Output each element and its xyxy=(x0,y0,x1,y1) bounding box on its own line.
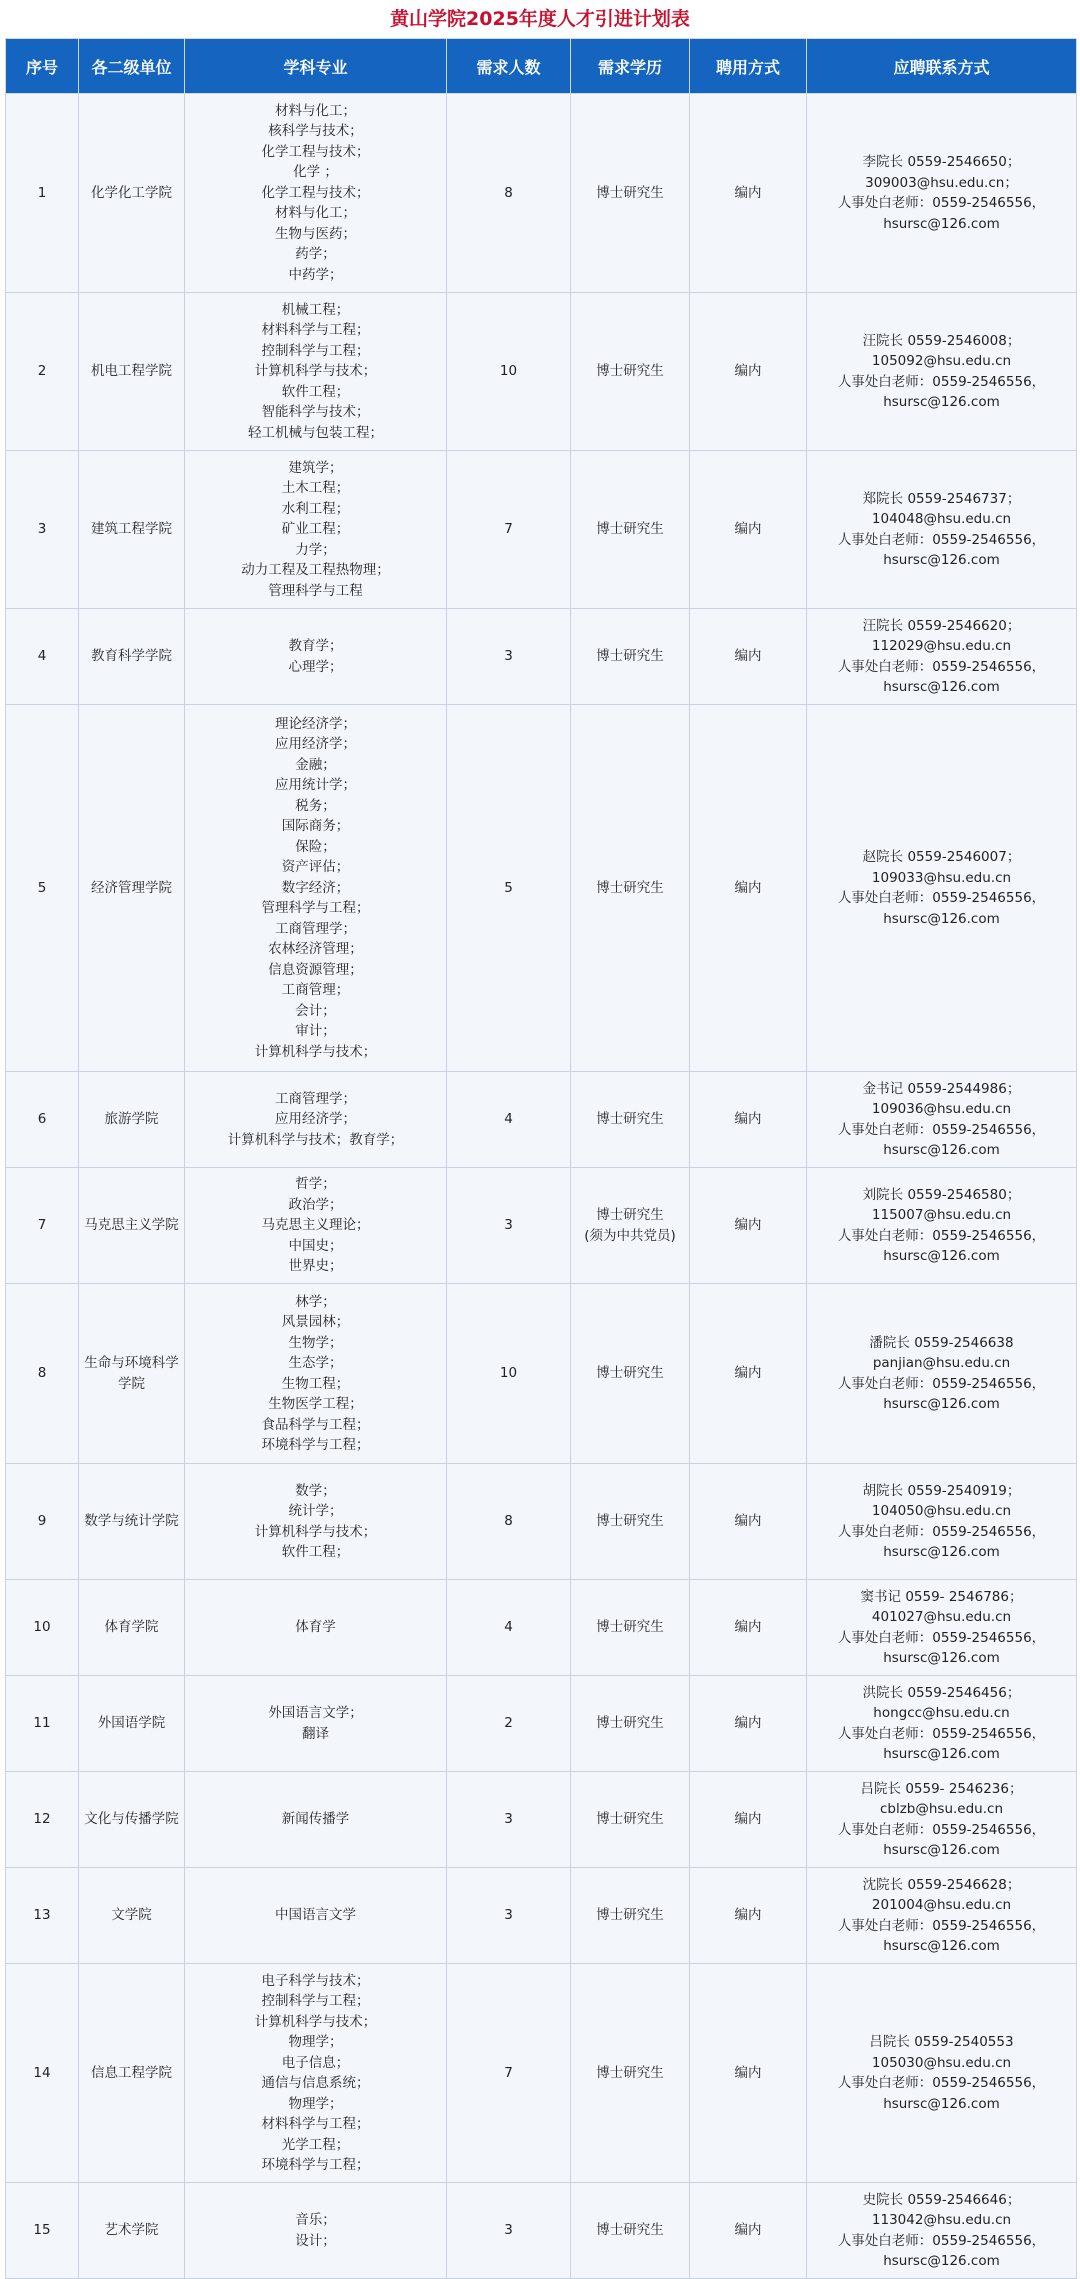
table-row xyxy=(6,1868,1077,1964)
cell-majors xyxy=(185,1964,447,2183)
header-majors: 学科专业 xyxy=(185,39,447,94)
cell-no: 4 xyxy=(6,609,79,705)
header-no: 序号 xyxy=(6,39,79,94)
cell-contact xyxy=(807,1072,1077,1168)
cell-no: 12 xyxy=(6,1772,79,1868)
cell-unit: 体育学院 xyxy=(79,1580,185,1676)
cell-education xyxy=(571,293,690,451)
cell-count: 3 xyxy=(447,609,571,705)
cell-majors-line: 音乐； xyxy=(295,2212,336,2228)
cell-employment-type: 编内 xyxy=(690,1964,807,2183)
cell-no: 1 xyxy=(6,94,79,293)
cell-employment-type: 编内 xyxy=(690,1676,807,1772)
cell-contact-line: hsursc@126.com xyxy=(883,2253,1000,2269)
cell-contact-line: 沈院长 0559-2546628； xyxy=(862,1876,1021,1893)
cell-contact-line: 309003@hsu.edu.cn； xyxy=(865,174,1018,191)
cell-unit: 机电工程学院 xyxy=(79,293,185,451)
cell-no: 9 xyxy=(6,1464,79,1580)
cell-majors xyxy=(185,1580,447,1676)
cell-majors-line: 计算机科学与技术；教育学； xyxy=(227,1131,404,1148)
cell-majors-line: 轻工机械与包装工程； xyxy=(248,424,383,441)
cell-majors-line: 生物与医药； xyxy=(275,225,356,242)
table-header-row xyxy=(6,39,1077,94)
cell-majors-line: 软件工程； xyxy=(281,383,350,400)
table-row xyxy=(6,1964,1077,2183)
cell-contact-line: 汪院长 0559-2546008； xyxy=(862,332,1021,349)
cell-education xyxy=(571,1580,690,1676)
cell-majors-line: 数字经济； xyxy=(281,879,350,896)
cell-contact-line: 人事处白老师：0559-2546556， xyxy=(837,1725,1046,1742)
cell-contact-line: 人事处白老师：0559-2546556， xyxy=(837,2075,1046,2091)
cell-employment-type: 编内 xyxy=(690,1168,807,1284)
cell-majors-line: 会计； xyxy=(295,1002,336,1019)
cell-contact-line: 105030@hsu.edu.cn xyxy=(871,2054,1012,2071)
cell-unit: 旅游学院 xyxy=(79,1072,185,1168)
cell-majors-line: 管理科学与工程 xyxy=(268,582,363,599)
cell-majors-line: 工商管理； xyxy=(281,982,350,999)
cell-contact-line: hsursc@126.com xyxy=(883,1746,1000,1762)
cell-employment-type: 编内 xyxy=(690,609,807,705)
cell-contact-line: 金书记 0559-2544986； xyxy=(862,1080,1021,1097)
cell-education xyxy=(571,1868,690,1964)
cell-contact-line: 112029@hsu.edu.cn xyxy=(871,638,1012,654)
cell-majors-line: 世界史； xyxy=(288,1258,343,1275)
cell-education-line: 博士研究生 xyxy=(596,1111,664,1128)
cell-contact-line: 刘院长 0559-2546580； xyxy=(862,1186,1021,1203)
cell-majors-line: 林学； xyxy=(295,1293,336,1310)
cell-count: 3 xyxy=(447,1168,571,1284)
recruitment-table xyxy=(5,38,1077,2279)
cell-no: 8 xyxy=(6,1284,79,1464)
cell-contact-line: hsursc@126.com xyxy=(883,2095,1000,2112)
cell-contact-line: 人事处白老师：0559-2546556， xyxy=(837,373,1046,390)
cell-majors-line: 土木工程； xyxy=(281,480,350,497)
table-row xyxy=(6,451,1077,609)
cell-contact xyxy=(807,94,1077,293)
cell-employment-type: 编内 xyxy=(690,1464,807,1580)
cell-majors-line: 生态学； xyxy=(288,1355,343,1371)
cell-education-line: 博士研究生 xyxy=(596,648,664,665)
cell-contact xyxy=(807,1284,1077,1464)
cell-majors-line: 化学 ； xyxy=(293,164,338,181)
cell-contact-line: 李院长 0559-2546650； xyxy=(862,154,1021,170)
cell-contact xyxy=(807,705,1077,1072)
table-title: 黄山学院2025年度人才引进计划表 xyxy=(390,8,690,30)
cell-majors-line: 中国史； xyxy=(288,1237,343,1254)
cell-education-line: 博士研究生 xyxy=(596,1715,664,1732)
cell-majors-line: 电子科学与技术； xyxy=(261,1972,370,1989)
cell-unit: 文化与传播学院 xyxy=(79,1772,185,1868)
cell-majors-line: 应用经济学； xyxy=(275,736,356,753)
cell-unit: 生命与环境科学学院 xyxy=(79,1284,185,1464)
cell-majors xyxy=(185,94,447,293)
cell-employment-type: 编内 xyxy=(690,1072,807,1168)
cell-count: 4 xyxy=(447,1072,571,1168)
cell-education-line: 博士研究生 xyxy=(596,184,664,201)
cell-contact-line: hsursc@126.com xyxy=(883,1142,1000,1158)
cell-contact-line: 105092@hsu.edu.cn xyxy=(871,353,1012,369)
cell-contact xyxy=(807,293,1077,451)
table-row xyxy=(6,293,1077,451)
cell-contact-line: hongcc@hsu.edu.cn xyxy=(873,1705,1010,1721)
header-employment-type: 聘用方式 xyxy=(690,39,807,94)
cell-contact-line: hsursc@126.com xyxy=(883,1650,1000,1666)
cell-contact-line: 洪院长 0559-2546456； xyxy=(862,1684,1021,1701)
cell-majors-line: 计算机科学与技术； xyxy=(254,1523,377,1540)
cell-contact-line: hsursc@126.com xyxy=(883,552,1000,568)
cell-no: 15 xyxy=(6,2183,79,2279)
cell-contact-line: 113042@hsu.edu.cn xyxy=(871,2212,1012,2228)
cell-majors-line: 化学工程与技术； xyxy=(261,143,370,160)
cell-majors-line: 外国语言文学； xyxy=(268,1705,363,1721)
cell-majors xyxy=(185,1868,447,1964)
cell-contact-line: 窦书记 0559- 2546786； xyxy=(860,1588,1023,1605)
cell-majors-line: 力学； xyxy=(295,541,336,558)
cell-employment-type: 编内 xyxy=(690,1772,807,1868)
cell-education xyxy=(571,94,690,293)
cell-count: 8 xyxy=(447,1464,571,1580)
cell-employment-type: 编内 xyxy=(690,1580,807,1676)
cell-contact-line: hsursc@126.com xyxy=(883,1396,1000,1412)
cell-contact xyxy=(807,1964,1077,2183)
cell-contact-line: 人事处白老师：0559-2546556， xyxy=(837,1917,1046,1934)
cell-education xyxy=(571,1072,690,1168)
cell-education xyxy=(571,1676,690,1772)
cell-majors-line: 建筑学； xyxy=(288,459,343,476)
cell-contact-line: 人事处白老师：0559-2546556， xyxy=(837,195,1046,211)
header-count: 需求人数 xyxy=(447,39,571,94)
cell-majors-line: 风景园林； xyxy=(281,1314,350,1330)
cell-contact-line: 潘院长 0559-2546638 xyxy=(869,1334,1014,1351)
cell-contact xyxy=(807,1772,1077,1868)
cell-majors xyxy=(185,293,447,451)
cell-majors xyxy=(185,1168,447,1284)
cell-education xyxy=(571,1168,690,1284)
cell-contact-line: 吕院长 0559-2540553 xyxy=(869,2034,1014,2050)
cell-contact-line: 115007@hsu.edu.cn xyxy=(871,1207,1012,1223)
cell-employment-type: 编内 xyxy=(690,705,807,1072)
cell-no: 7 xyxy=(6,1168,79,1284)
cell-contact-line: 109036@hsu.edu.cn xyxy=(871,1101,1012,1117)
cell-contact-line: hsursc@126.com xyxy=(883,679,1000,695)
cell-majors-line: 中药学； xyxy=(288,266,343,283)
cell-unit: 艺术学院 xyxy=(79,2183,185,2279)
cell-education-line: 博士研究生 xyxy=(596,1811,664,1828)
cell-majors-line: 国际商务； xyxy=(281,818,350,835)
cell-majors-line: 理论经济学； xyxy=(275,715,356,732)
table-row xyxy=(6,1284,1077,1464)
cell-education-line: 博士研究生 xyxy=(596,1365,664,1382)
cell-majors xyxy=(185,1072,447,1168)
cell-majors-line: 控制科学与工程； xyxy=(261,342,370,359)
cell-majors xyxy=(185,1676,447,1772)
cell-unit: 化学化工学院 xyxy=(79,94,185,293)
header-education: 需求学历 xyxy=(571,39,690,94)
cell-no: 5 xyxy=(6,705,79,1072)
cell-education xyxy=(571,2183,690,2279)
cell-no: 3 xyxy=(6,451,79,609)
cell-contact-line: 汪院长 0559-2546620； xyxy=(862,617,1021,634)
cell-majors-line: 资产评估； xyxy=(281,859,350,876)
cell-majors xyxy=(185,451,447,609)
cell-majors-line: 光学工程； xyxy=(281,2136,350,2153)
cell-majors xyxy=(185,705,447,1072)
table-row xyxy=(6,1580,1077,1676)
cell-education-line: 博士研究生 xyxy=(596,363,664,380)
cell-unit: 外国语学院 xyxy=(79,1676,185,1772)
cell-majors-line: 水利工程； xyxy=(281,500,350,517)
cell-majors-line: 政治学； xyxy=(288,1196,343,1213)
cell-majors-line: 生物医学工程； xyxy=(268,1396,363,1412)
cell-contact xyxy=(807,1464,1077,1580)
cell-contact-line: 吕院长 0559- 2546236； xyxy=(860,1780,1023,1797)
cell-employment-type: 编内 xyxy=(690,1284,807,1464)
cell-majors xyxy=(185,1284,447,1464)
cell-employment-type: 编内 xyxy=(690,293,807,451)
cell-majors-line: 税务； xyxy=(295,797,336,814)
cell-education-line: 博士研究生 xyxy=(596,1907,664,1924)
cell-majors-line: 材料与化工； xyxy=(275,102,356,119)
cell-majors-line: 统计学； xyxy=(288,1503,343,1519)
cell-majors-line: 材料与化工； xyxy=(275,205,356,222)
cell-majors-line: 工商管理学； xyxy=(275,1090,356,1107)
cell-count: 5 xyxy=(447,705,571,1072)
cell-majors-line: 通信与信息系统； xyxy=(261,2075,370,2091)
cell-contact xyxy=(807,451,1077,609)
cell-contact-line: 201004@hsu.edu.cn xyxy=(871,1897,1012,1913)
cell-majors-line: 药学； xyxy=(295,246,336,263)
cell-majors-line: 电子信息； xyxy=(281,2054,350,2071)
cell-contact-line: 人事处白老师：0559-2546556， xyxy=(837,890,1046,906)
cell-majors-line: 计算机科学与技术； xyxy=(254,363,377,380)
cell-majors-line: 心理学； xyxy=(288,658,343,675)
cell-contact xyxy=(807,1676,1077,1772)
table-row xyxy=(6,1464,1077,1580)
header-contact: 应聘联系方式 xyxy=(807,39,1077,94)
cell-count: 3 xyxy=(447,2183,571,2279)
table-row xyxy=(6,94,1077,293)
cell-no: 2 xyxy=(6,293,79,451)
cell-contact-line: 胡院长 0559-2540919； xyxy=(862,1482,1021,1499)
cell-education-line: 博士研究生 xyxy=(596,1619,664,1636)
cell-majors-line: 农林经济管理； xyxy=(268,941,363,958)
cell-count: 3 xyxy=(447,1868,571,1964)
cell-unit: 马克思主义学院 xyxy=(79,1168,185,1284)
cell-majors-line: 机械工程； xyxy=(281,301,350,318)
cell-education xyxy=(571,1964,690,2183)
cell-count: 7 xyxy=(447,1964,571,2183)
cell-majors-line: 生物工程； xyxy=(281,1375,350,1392)
cell-majors-line: 哲学； xyxy=(295,1176,336,1193)
cell-majors xyxy=(185,1772,447,1868)
cell-education xyxy=(571,1284,690,1464)
cell-contact-line: 赵院长 0559-2546007； xyxy=(862,849,1021,865)
cell-education-line: (须为中共党员) xyxy=(584,1227,676,1244)
cell-majors-line: 教育学； xyxy=(288,638,343,654)
cell-contact-line: 104050@hsu.edu.cn xyxy=(871,1503,1012,1519)
cell-majors-line: 食品科学与工程； xyxy=(261,1416,370,1433)
table-row xyxy=(6,1772,1077,1868)
header-unit: 各二级单位 xyxy=(79,39,185,94)
cell-contact xyxy=(807,2183,1077,2279)
cell-majors-line: 动力工程及工程热物理； xyxy=(241,562,390,579)
cell-majors-line: 中国语言文学 xyxy=(275,1907,356,1924)
table-row xyxy=(6,705,1077,1072)
cell-majors xyxy=(185,609,447,705)
cell-majors-line: 翻译 xyxy=(302,1725,329,1742)
cell-majors-line: 计算机科学与技术； xyxy=(254,2013,377,2030)
cell-contact-line: 人事处白老师：0559-2546556， xyxy=(837,1375,1046,1392)
cell-contact-line: 人事处白老师：0559-2546556， xyxy=(837,1821,1046,1838)
cell-education xyxy=(571,451,690,609)
cell-education-line: 博士研究生 xyxy=(596,2222,664,2239)
cell-majors-line: 审计； xyxy=(295,1023,336,1040)
cell-majors-line: 软件工程； xyxy=(281,1544,350,1560)
cell-contact-line: 401027@hsu.edu.cn xyxy=(871,1609,1012,1625)
cell-education-line: 博士研究生 xyxy=(596,1513,664,1530)
cell-majors-line: 保险； xyxy=(295,838,336,855)
cell-majors-line: 设计； xyxy=(295,2232,336,2249)
cell-education xyxy=(571,1464,690,1580)
cell-count: 10 xyxy=(447,293,571,451)
cell-majors-line: 环境科学与工程； xyxy=(261,2157,370,2173)
cell-unit: 经济管理学院 xyxy=(79,705,185,1072)
cell-education-line: 博士研究生 xyxy=(596,1207,664,1223)
cell-majors-line: 物理学； xyxy=(288,2034,343,2050)
cell-majors-line: 环境科学与工程； xyxy=(261,1437,370,1453)
cell-majors-line: 核科学与技术； xyxy=(268,123,363,140)
table-row xyxy=(6,2183,1077,2279)
cell-majors-line: 计算机科学与技术； xyxy=(254,1043,377,1060)
cell-employment-type: 编内 xyxy=(690,94,807,293)
cell-count: 2 xyxy=(447,1676,571,1772)
cell-majors-line: 金融； xyxy=(295,756,336,773)
cell-contact-line: 109033@hsu.edu.cn xyxy=(871,869,1012,886)
cell-majors-line: 体育学 xyxy=(295,1619,336,1636)
cell-contact-line: hsursc@126.com xyxy=(883,1842,1000,1858)
cell-contact-line: hsursc@126.com xyxy=(883,910,1000,927)
cell-contact-line: panjian@hsu.edu.cn xyxy=(872,1355,1011,1371)
cell-education-line: 博士研究生 xyxy=(596,521,664,538)
cell-contact-line: 人事处白老师：0559-2546556， xyxy=(837,531,1046,548)
cell-contact-line: 郑院长 0559-2546737； xyxy=(862,490,1021,507)
cell-majors-line: 应用统计学； xyxy=(275,777,356,794)
cell-majors-line: 化学工程与技术； xyxy=(261,184,370,201)
cell-majors-line: 数学； xyxy=(295,1482,336,1499)
cell-unit: 数学与统计学院 xyxy=(79,1464,185,1580)
cell-contact-line: 人事处白老师：0559-2546556， xyxy=(837,2232,1046,2249)
cell-majors-line: 信息资源管理； xyxy=(268,961,363,978)
cell-contact xyxy=(807,609,1077,705)
cell-majors-line: 生物学； xyxy=(288,1334,343,1351)
cell-majors xyxy=(185,1464,447,1580)
cell-no: 13 xyxy=(6,1868,79,1964)
cell-majors-line: 马克思主义理论； xyxy=(261,1217,370,1234)
cell-contact-line: hsursc@126.com xyxy=(883,1938,1000,1954)
table-row xyxy=(6,1072,1077,1168)
cell-contact-line: 人事处白老师：0559-2546556， xyxy=(837,1523,1046,1540)
cell-contact-line: hsursc@126.com xyxy=(883,1544,1000,1560)
cell-count: 4 xyxy=(447,1580,571,1676)
cell-count: 7 xyxy=(447,451,571,609)
cell-employment-type: 编内 xyxy=(690,2183,807,2279)
cell-contact-line: 人事处白老师：0559-2546556， xyxy=(837,1629,1046,1646)
cell-majors-line: 应用经济学； xyxy=(275,1111,356,1128)
cell-no: 6 xyxy=(6,1072,79,1168)
cell-contact-line: 史院长 0559-2546646； xyxy=(862,2191,1021,2208)
cell-majors-line: 管理科学与工程； xyxy=(261,900,370,917)
cell-majors xyxy=(185,2183,447,2279)
cell-count: 3 xyxy=(447,1772,571,1868)
cell-contact-line: 104048@hsu.edu.cn xyxy=(871,511,1012,527)
table-body xyxy=(6,94,1077,2279)
cell-contact xyxy=(807,1168,1077,1284)
cell-unit: 信息工程学院 xyxy=(79,1964,185,2183)
cell-contact-line: cblzb@hsu.edu.cn xyxy=(879,1801,1004,1817)
cell-contact-line: hsursc@126.com xyxy=(883,215,1000,232)
cell-majors-line: 工商管理学； xyxy=(275,920,356,937)
cell-majors-line: 物理学； xyxy=(288,2095,343,2112)
cell-contact xyxy=(807,1580,1077,1676)
cell-count: 8 xyxy=(447,94,571,293)
cell-count: 10 xyxy=(447,1284,571,1464)
cell-contact-line: 人事处白老师：0559-2546556， xyxy=(837,658,1046,675)
cell-employment-type: 编内 xyxy=(690,1868,807,1964)
cell-unit: 教育科学学院 xyxy=(79,609,185,705)
cell-majors-line: 智能科学与技术； xyxy=(261,404,370,421)
cell-no: 10 xyxy=(6,1580,79,1676)
cell-education xyxy=(571,1772,690,1868)
cell-unit: 文学院 xyxy=(79,1868,185,1964)
cell-majors-line: 新闻传播学 xyxy=(281,1811,350,1828)
table-row xyxy=(6,609,1077,705)
cell-contact xyxy=(807,1868,1077,1964)
cell-employment-type: 编内 xyxy=(690,451,807,609)
cell-majors-line: 材料科学与工程； xyxy=(261,322,370,339)
table-row xyxy=(6,1676,1077,1772)
cell-education-line: 博士研究生 xyxy=(596,2064,664,2081)
cell-no: 11 xyxy=(6,1676,79,1772)
cell-contact-line: hsursc@126.com xyxy=(883,1248,1000,1264)
cell-contact-line: 人事处白老师：0559-2546556， xyxy=(837,1227,1046,1244)
cell-majors-line: 控制科学与工程； xyxy=(261,1993,370,2009)
cell-majors-line: 矿业工程； xyxy=(281,521,350,538)
cell-education xyxy=(571,609,690,705)
cell-no: 14 xyxy=(6,1964,79,2183)
cell-contact-line: hsursc@126.com xyxy=(883,394,1000,410)
cell-contact-line: 人事处白老师：0559-2546556， xyxy=(837,1121,1046,1138)
table-row xyxy=(6,1168,1077,1284)
cell-education-line: 博士研究生 xyxy=(596,879,664,896)
cell-education xyxy=(571,705,690,1072)
cell-unit: 建筑工程学院 xyxy=(79,451,185,609)
cell-majors-line: 材料科学与工程； xyxy=(261,2116,370,2132)
